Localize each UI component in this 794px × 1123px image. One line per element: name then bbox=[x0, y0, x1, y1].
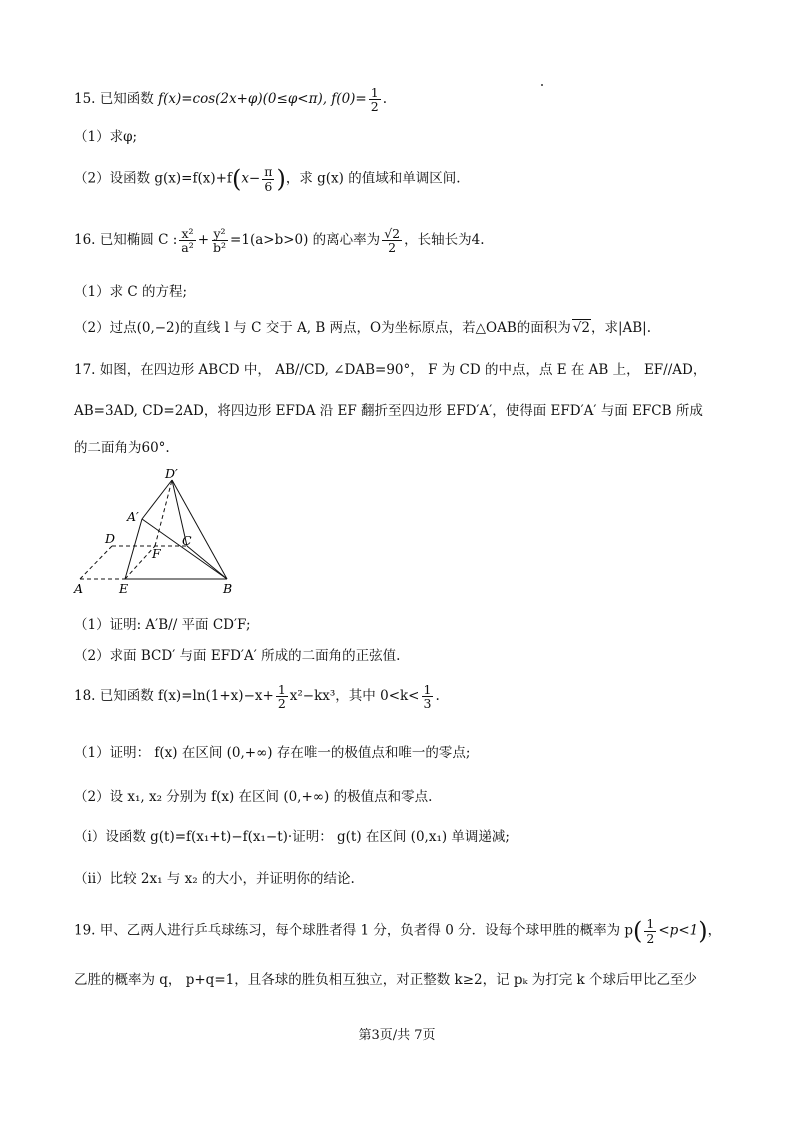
fig-label-d: D bbox=[105, 531, 116, 546]
q17-line2: AB=3AD, CD=2AD，将四边形 EFDA 沿 EF 翻折至四边形 EFD′A′，使得面 EFD′A′ 与面 EFCB 所成 bbox=[74, 403, 703, 419]
q18-part1: （1）证明： f(x) 在区间 (0,+∞) 存在唯一的极值点和唯一的零点; bbox=[74, 745, 471, 761]
q18-part2-ii: （ii）比较 2x₁ 与 x₂ 的大小，并证明你的结论. bbox=[74, 871, 355, 887]
q19-line2: 乙胜的概率为 q， p+q=1，且各球的胜负相互独立，对正整数 k≥2，记 pₖ 为打完 k 个球后甲比乙至少 bbox=[74, 972, 698, 988]
fig-label-b: B bbox=[223, 581, 233, 596]
fig-label-a: A bbox=[74, 581, 84, 596]
page-footer: 第3页/共 7页 bbox=[358, 1028, 436, 1043]
q16-part1: （1）求 C 的方程; bbox=[74, 284, 188, 300]
fig-label-c: C bbox=[182, 533, 192, 548]
q19-line1: 19. 甲、乙两人进行乒乓球练习，每个球胜者得 1 分，负者得 0 分．设每个球甲胜的概率为 p( $\frac{1}{2}$ <p<1)， bbox=[74, 916, 722, 946]
q17-part2: （2）求面 BCD′ 与面 EFD′A′ 所成的二面角的正弦值. bbox=[74, 648, 401, 664]
q16-part2: （2）过点(0,−2)的直线 l 与 C 交于 A, B 两点，O为坐标原点，若△OAB的面积为 √2，求|AB|. bbox=[74, 320, 652, 336]
q18-part2: （2）设 x₁, x₂ 分别为 f(x) 在区间 (0,+∞) 的极值点和零点. bbox=[74, 789, 433, 805]
q17-line1: 17. 如图，在四边形 ABCD 中， AB//CD, ∠DAB=90°， F 为 CD 的中点，点 E 在 AB 上， EF//AD， bbox=[74, 362, 707, 378]
q15-part2: （2）设函数 g(x)=f(x)+f(x− $\frac{\pi}{6}$ )，求 g(x) 的值域和单调区间. bbox=[74, 164, 461, 194]
q17-line3: 的二面角为60°. bbox=[74, 440, 170, 456]
q18-part2-i: （i）设函数 g(t)=f(x₁+t)−f(x₁−t)·证明： g(t) 在区间 (0,x₁) 单调递减; bbox=[74, 829, 510, 845]
q16-stem: 16. 已知椭圆 C : $\frac{\text{x²}}{\text{a²}}$ + $\frac{\text{y²}}{\text{b²}}$ =1(a>b>0) 的离心率为 $\frac{√2}{2}$ ，长轴长为4. bbox=[74, 226, 485, 256]
fig-label-d1: D′ bbox=[165, 466, 178, 481]
q15-part1: （1）求φ; bbox=[74, 129, 138, 145]
q15-stem: 15. 已知函数 f(x)=cos(2x+φ)(0≤φ<π), f(0)= $\frac{1}{2}$ . bbox=[74, 85, 387, 115]
fig-label-e: E bbox=[119, 581, 129, 596]
fig-label-a1: A′ bbox=[127, 509, 139, 524]
stray-dot bbox=[541, 84, 543, 86]
fig-label-f: F bbox=[152, 546, 161, 561]
q18-stem: 18. 已知函数 f(x)=ln(1+x)−x+ $\frac{1}{2}$ x²−kx³，其中 0<k< $\frac{1}{3}$ . bbox=[74, 682, 440, 712]
q17-part1: （1）证明: A′B// 平面 CD′F; bbox=[74, 617, 251, 633]
q17-figure bbox=[70, 466, 250, 598]
